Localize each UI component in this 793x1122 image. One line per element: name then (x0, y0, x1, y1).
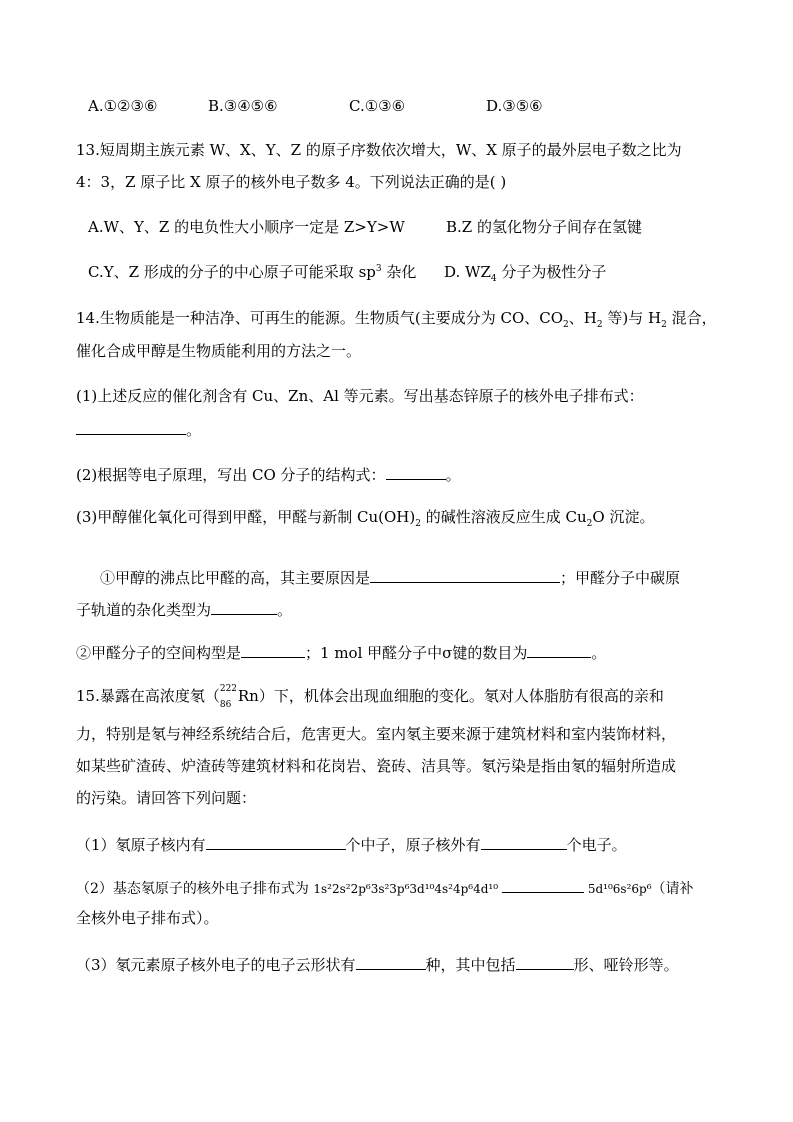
q15-part3-answer-blank-2[interactable] (516, 953, 574, 970)
q14-sub1-line1 (100, 566, 680, 588)
q15-part2-note: （请补 (651, 881, 694, 897)
q14-sub2-answer-blank-1[interactable] (241, 641, 305, 658)
q14-stem-part-c: 等)与 H (602, 309, 662, 327)
q15-stem-line2: 力，特别是氡与神经系统结合后，危害更大。室内氡主要来源于建筑材料和室内装饰材料， (76, 725, 677, 743)
q15-part3-text: （3）氡元素原子核外电子的电子云形状有 (76, 956, 356, 974)
q14-sub-2: 2 (596, 320, 603, 330)
radon-electron-config-tail: 5d¹⁰6s²6p⁶ (584, 882, 652, 896)
radon-nuclide-symbol (220, 686, 238, 708)
q14-sub2 (76, 641, 606, 663)
q15-part3-answer-blank-1[interactable] (356, 953, 426, 970)
q14-sub1-answer-blank-1[interactable] (370, 566, 560, 583)
q15-stem-line4: 的污染。请回答下列问题： (76, 789, 257, 807)
q14-part2-text: (2)根据等电子原理，写出 CO 分子的结构式： (76, 466, 386, 484)
q13-option-d (444, 262, 606, 282)
q12-option-a: A.①②③⑥ (88, 97, 158, 115)
q14-part3-text-b: 的碱性溶液反应生成 Cu (420, 508, 587, 526)
q12-option-c: C.①③⑥ (349, 97, 406, 115)
q15-part2-line1 (76, 876, 694, 899)
radon-mass-number: 222 (219, 684, 238, 694)
q14-sub1-line2 (76, 598, 292, 620)
q15-stem-line1 (76, 686, 664, 708)
q15-part1-text-mid: 个中子，原子核外有 (345, 836, 481, 854)
q14-part1-line1: (1)上述反应的催化剂含有 Cu、Zn、Al 等元素。写出基态锌原子的核外电子排布式： (76, 387, 644, 405)
q13-option-b: B.Z 的氢化物分子间存在氢键 (446, 218, 642, 236)
q14-sub1-answer-blank-2[interactable] (211, 598, 277, 615)
q14-part2-period: 。 (445, 466, 461, 484)
q14-part1-answer-blank[interactable] (76, 418, 186, 435)
q13-option-a: A.W、Y、Z 的电负性大小顺序一定是 Z>Y>W (88, 218, 405, 236)
q12-option-d: D.③⑤⑥ (486, 97, 543, 115)
q12-option-b: B.③④⑤⑥ (208, 97, 278, 115)
q14-stem-part-d: 混合， (666, 309, 717, 327)
q15-part2-text: （2）基态氡原子的核外电子排布式为 (76, 881, 314, 897)
q14-sub1-period: 。 (277, 601, 293, 619)
q15-stem-text: 15.暴露在高浓度氡（ (76, 687, 220, 705)
q15-part1-answer-blank-2[interactable] (481, 833, 567, 850)
q15-part3-text-mid: 种，其中包括 (425, 956, 516, 974)
q15-part1 (76, 833, 627, 855)
q15-stem-text-tail: ）下，机体会出现血细胞的变化。氡对人体脂肪有很高的亲和 (258, 687, 664, 705)
q14-part3-text-a: (3)甲醇催化氧化可得到甲醛，甲醛与新制 Cu(OH) (76, 508, 416, 526)
q14-sub-1: 2 (563, 320, 569, 330)
q14-sub1-text-mid: ；甲醛分子中碳原 (560, 569, 681, 587)
q15-part2-line2: 全核外电子排布式）。 (76, 909, 219, 927)
q15-part1-text-end: 个电子。 (566, 836, 627, 854)
q15-part3-text-end: 形、哑铃形等。 (573, 956, 679, 974)
q14-stem-line1 (76, 308, 717, 328)
q15-part2-answer-blank[interactable] (502, 876, 584, 893)
q14-part3-text-c: O 沉淀。 (592, 508, 655, 526)
radon-atomic-number: 86 (219, 700, 232, 710)
q15-part1-text: （1）氡原子核内有 (76, 836, 206, 854)
q13-option-c-tail: 杂化 (381, 263, 417, 281)
q13-stem-line1: 13.短周期主族元素 W、X、Y、Z 的原子序数依次增大，W、X 原子的最外层电子数之比为 (76, 141, 682, 159)
q14-sub1-line2-text: 子轨道的杂化类型为 (76, 601, 212, 619)
q13-stem-line2: 4：3，Z 原子比 X 原子的核外电子数多 4。下列说法正确的是( ) (76, 173, 507, 191)
q13-option-c-text: C.Y、Z 形成的分子的中心原子可能采取 sp (88, 263, 376, 281)
q15-part1-answer-blank-1[interactable] (206, 833, 346, 850)
q14-part1-period: 。 (186, 421, 202, 439)
q14-sub2-period: 。 (591, 644, 607, 662)
q14-part1-line2 (76, 418, 201, 440)
q14-sub1-text: ①甲醇的沸点比甲醛的高，其主要原因是 (100, 569, 371, 587)
radon-symbol: Rn (237, 687, 259, 705)
q14-part2-answer-blank[interactable] (386, 463, 446, 480)
q14-sub2-answer-blank-2[interactable] (527, 641, 591, 658)
q14-stem-line2: 催化合成甲醇是生物质能利用的方法之一。 (76, 342, 362, 360)
q14-stem-part-a: 14.生物质能是一种洁净、可再生的能源。生物质气(主要成分为 CO、CO (76, 309, 564, 327)
q14-part3-sub-1: 2 (415, 519, 421, 529)
q13-option-c-sup: 3 (375, 264, 382, 274)
q14-stem-part-b: 、H (568, 309, 597, 327)
q14-sub2-text: ②甲醛分子的空间构型是 (76, 644, 242, 662)
q13-option-d-text: D. WZ (444, 263, 491, 281)
radon-electron-config-given: 1s²2s²2p⁶3s²3p⁶3d¹⁰4s²4p⁶4d¹⁰ (313, 882, 499, 896)
q13-option-c (88, 262, 416, 282)
q13-option-d-sub: 4 (490, 274, 497, 284)
q14-part3-sub-2: 2 (586, 519, 593, 529)
q14-part3 (76, 507, 654, 527)
q13-option-d-tail: 分子为极性分子 (496, 263, 607, 281)
q15-stem-line3: 如某些矿渣砖、炉渣砖等建筑材料和花岗岩、瓷砖、洁具等。氡污染是指由氡的辐射所造成 (76, 757, 677, 775)
q15-part3 (76, 953, 679, 975)
q14-part2 (76, 463, 461, 485)
q14-sub-3: 2 (661, 320, 667, 330)
q14-sub2-text-mid: ；1 mol 甲醛分子中σ键的数目为 (305, 644, 528, 662)
